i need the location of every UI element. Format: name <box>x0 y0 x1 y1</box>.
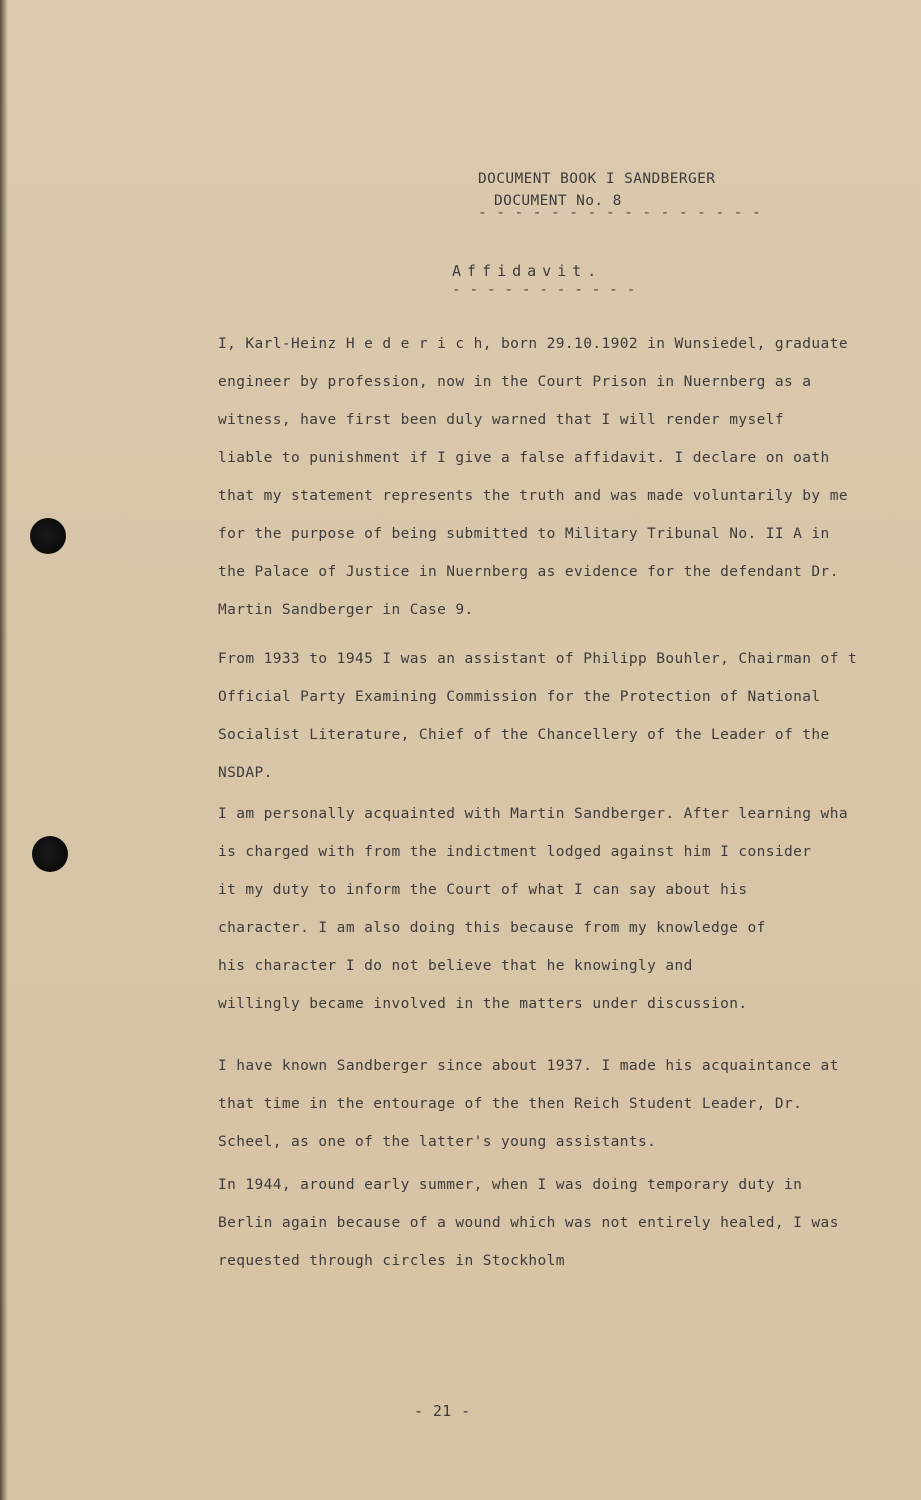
paragraph <box>218 325 878 629</box>
text-line: Berlin again because of a wound which was not entirely healed, I was <box>218 1215 839 1231</box>
text-line: NSDAP. <box>218 765 273 781</box>
text-line: I am personally acquainted with Martin Sandberger. After learning wha <box>218 806 848 822</box>
paper-edge <box>0 0 8 1500</box>
paragraph <box>218 640 878 792</box>
text-line: Martin Sandberger in Case 9. <box>218 602 474 618</box>
text-line: that time in the entourage of the then Reich Student Leader, Dr. <box>218 1096 803 1112</box>
document-number-label: DOCUMENT No. 8 <box>494 193 622 209</box>
text-line: that my statement represents the truth and was made voluntarily by me <box>218 488 848 504</box>
text-line: witness, have first been duly warned that I will render myself <box>218 412 785 428</box>
text-line: requested through circles in Stockholm <box>218 1253 565 1269</box>
text-line: Socialist Literature, Chief of the Chancellery of the Leader of the <box>218 727 830 743</box>
punch-hole <box>30 518 66 554</box>
text-line: is charged with from the indictment lodged against him I consider <box>218 844 812 860</box>
document-book-label: DOCUMENT BOOK I SANDBERGER <box>478 171 716 187</box>
title-underline: - - - - - - - - - - - <box>452 282 636 298</box>
paragraph <box>218 1047 878 1161</box>
text-line: character. I am also doing this because from my knowledge of <box>218 920 766 936</box>
paragraph <box>218 795 878 1023</box>
document-title: Affidavit. <box>452 262 603 280</box>
text-line: it my duty to inform the Court of what I can say about his <box>218 882 748 898</box>
text-line: willingly became involved in the matters under discussion. <box>218 996 748 1012</box>
text-line: Official Party Examining Commission for the Protection of National <box>218 689 821 705</box>
page-number: - 21 - <box>414 1402 471 1420</box>
text-line: From 1933 to 1945 I was an assistant of Philipp Bouhler, Chairman of t <box>218 651 858 667</box>
text-line: In 1944, around early summer, when I was doing temporary duty in <box>218 1177 803 1193</box>
punch-hole <box>32 836 68 872</box>
text-line: I, Karl-Heinz H e d e r i c h, born 29.10.1902 in Wunsiedel, graduate <box>218 336 848 352</box>
text-line: I have known Sandberger since about 1937. I made his acquaintance at <box>218 1058 839 1074</box>
text-line: for the purpose of being submitted to Military Tribunal No. II A in <box>218 526 830 542</box>
text-line: Scheel, as one of the latter's young assistants. <box>218 1134 657 1150</box>
header-rule: - - - - - - - - - - - - - - - - <box>478 205 762 221</box>
text-line: the Palace of Justice in Nuernberg as evidence for the defendant Dr. <box>218 564 839 580</box>
text-line: his character I do not believe that he knowingly and <box>218 958 693 974</box>
text-line: liable to punishment if I give a false affidavit. I declare on oath <box>218 450 830 466</box>
paragraph <box>218 1166 878 1280</box>
text-line: engineer by profession, now in the Court Prison in Nuernberg as a <box>218 374 812 390</box>
